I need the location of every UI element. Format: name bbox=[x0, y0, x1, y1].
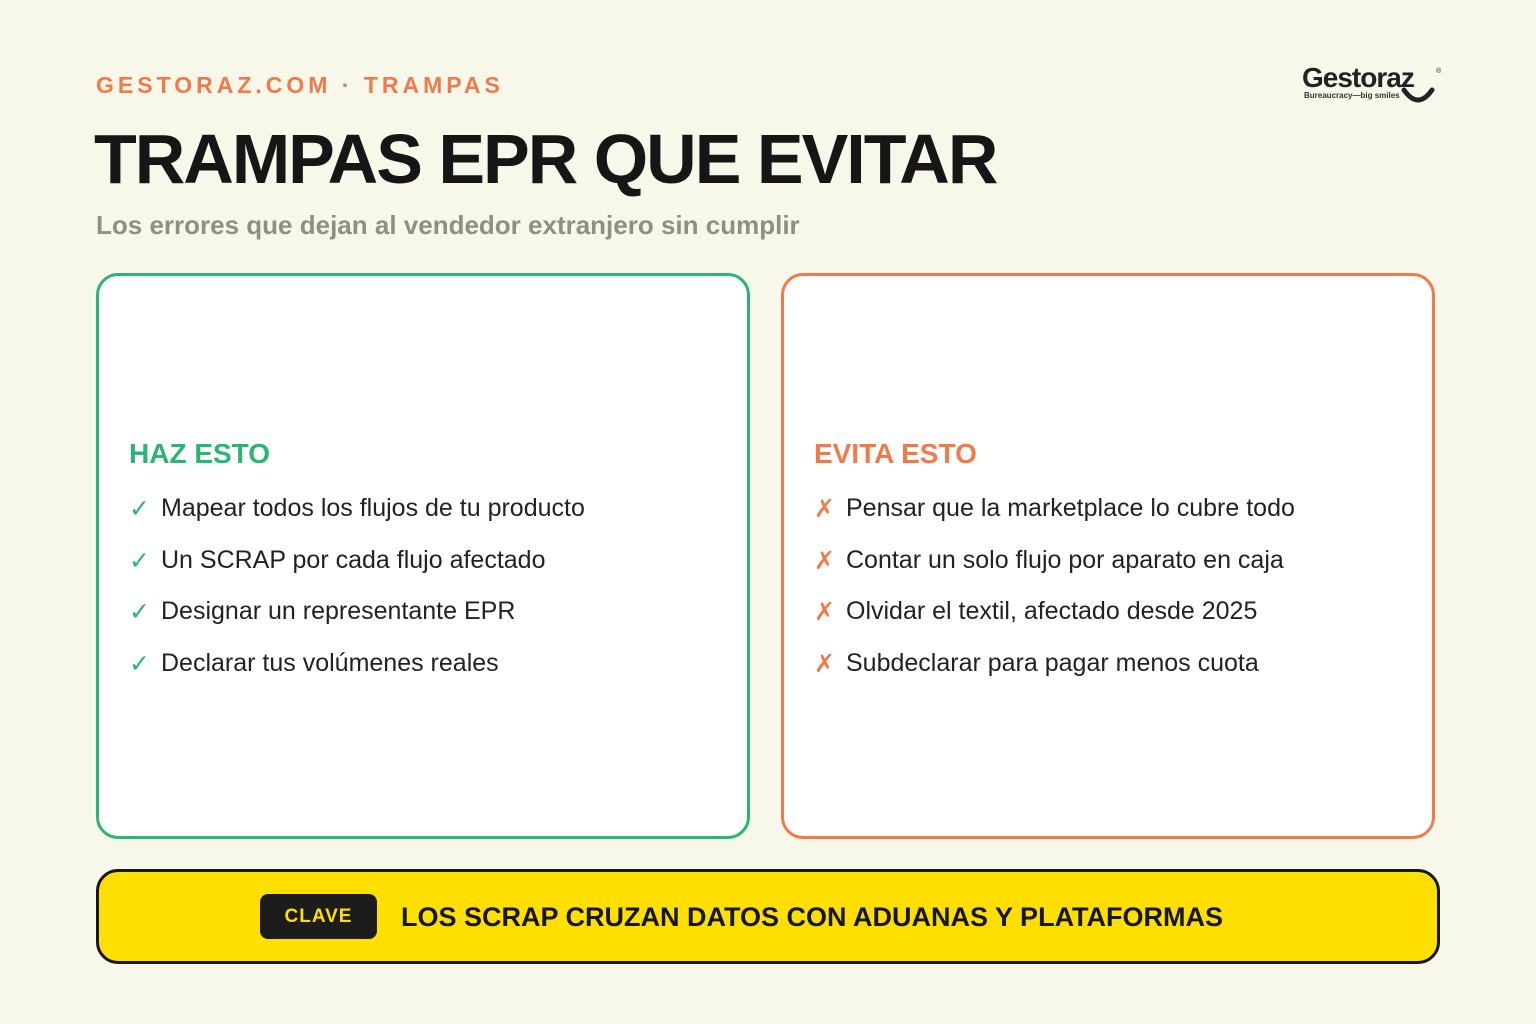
do-list bbox=[129, 494, 585, 700]
do-card bbox=[96, 273, 750, 839]
brand-logo bbox=[1302, 62, 1442, 108]
list-item-text: Designar un representante EPR bbox=[161, 597, 516, 625]
avoid-card-heading: EVITA ESTO bbox=[814, 438, 977, 469]
list-item bbox=[814, 649, 1295, 701]
page-subtitle: Los errores que dejan al vendedor extranjero sin cumplir bbox=[96, 210, 800, 240]
list-item bbox=[129, 649, 585, 701]
key-banner bbox=[96, 869, 1440, 964]
eyebrow: GESTORAZ.COM · TRAMPAS bbox=[96, 72, 504, 98]
list-item bbox=[814, 546, 1295, 598]
checkmark-icon: ✓ bbox=[129, 649, 150, 678]
list-item bbox=[814, 494, 1295, 546]
checkmark-icon: ✓ bbox=[129, 546, 150, 575]
list-item bbox=[129, 494, 585, 546]
list-item-text: Pensar que la marketplace lo cubre todo bbox=[846, 494, 1295, 522]
cross-icon: ✗ bbox=[814, 649, 835, 678]
do-card-heading: HAZ ESTO bbox=[129, 438, 271, 469]
logo-tagline: Bureaucracy—big smiles bbox=[1304, 91, 1400, 100]
list-item-text: Declarar tus volúmenes reales bbox=[161, 648, 499, 677]
cross-icon: ✗ bbox=[814, 598, 835, 626]
cross-icon: ✗ bbox=[814, 495, 835, 523]
list-item bbox=[129, 546, 585, 598]
logo-registered-mark: ® bbox=[1436, 68, 1442, 75]
key-banner-text: LOS SCRAP CRUZAN DATOS CON ADUANAS Y PLATAFORMAS bbox=[401, 902, 1224, 932]
list-item-text: Contar un solo flujo por aparato en caja bbox=[846, 545, 1284, 574]
key-label-badge: CLAVE bbox=[260, 894, 377, 939]
cross-icon: ✗ bbox=[814, 546, 835, 575]
list-item bbox=[814, 597, 1295, 649]
list-item-text: Subdeclarar para pagar menos cuota bbox=[846, 648, 1259, 677]
list-item bbox=[129, 597, 585, 649]
page-title: TRAMPAS EPR QUE EVITAR bbox=[94, 120, 997, 198]
smile-icon bbox=[1400, 86, 1436, 108]
logo-wordmark: Gestoraz bbox=[1302, 62, 1414, 93]
avoid-list bbox=[814, 494, 1295, 700]
checkmark-icon: ✓ bbox=[129, 598, 150, 626]
list-item-text: Mapear todos los flujos de tu producto bbox=[161, 494, 585, 522]
checkmark-icon: ✓ bbox=[129, 495, 150, 523]
avoid-card bbox=[781, 273, 1435, 839]
list-item-text: Olvidar el textil, afectado desde 2025 bbox=[846, 597, 1258, 625]
list-item-text: Un SCRAP por cada flujo afectado bbox=[161, 545, 546, 574]
